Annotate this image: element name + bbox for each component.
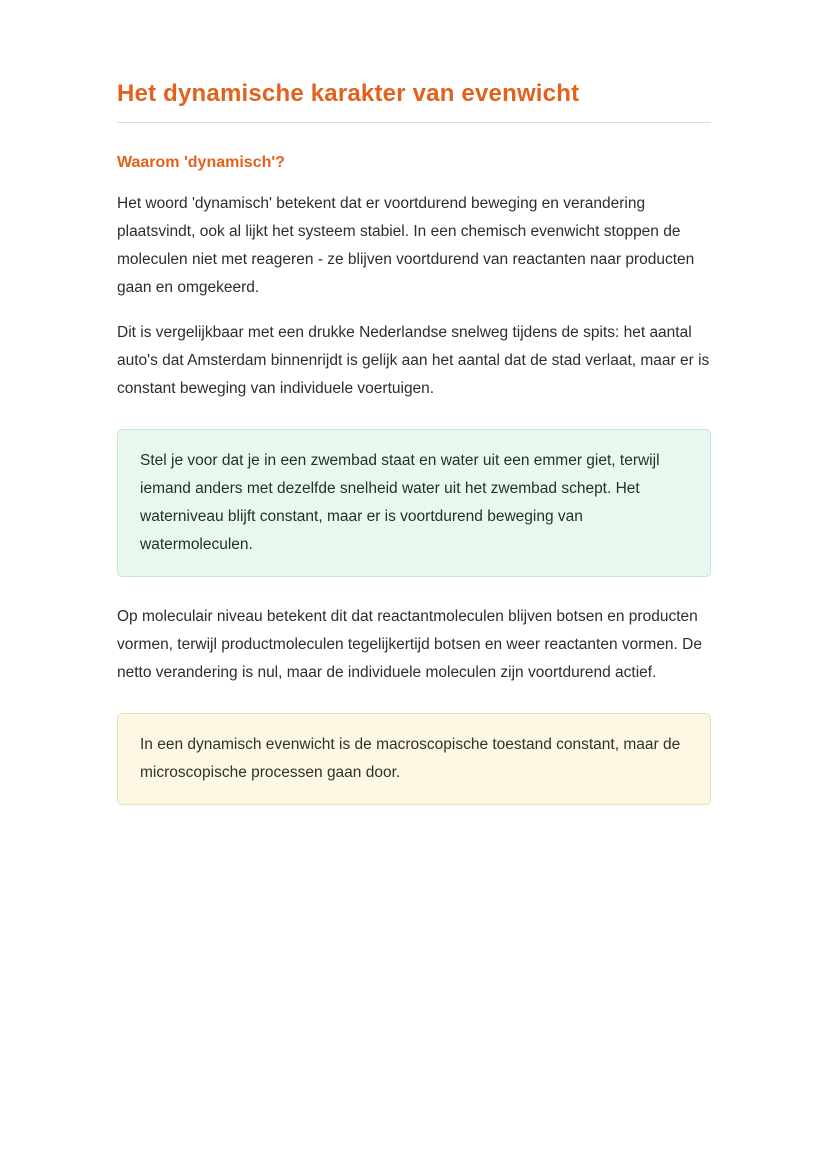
- title-divider: [117, 122, 711, 123]
- keypoint-callout: [117, 713, 711, 805]
- page-title: Het dynamische karakter van evenwicht: [117, 80, 580, 107]
- keypoint-callout-text: In een dynamisch evenwicht is de macroscopische toestand constant, maar de microscopische processen gaan door.: [140, 736, 681, 781]
- example-callout: [117, 429, 711, 577]
- paragraph-highway-analogy: Dit is vergelijkbaar met een drukke Nederlandse snelweg tijdens de spits: het aantal auto's dat Amsterdam binnenrijdt is gelijk aan het aantal dat de stad verlaat, maar er is constant beweging van individuele voertuigen.: [117, 324, 710, 397]
- paragraph-intro: Het woord 'dynamisch' betekent dat er voortdurend beweging en verandering plaatsvindt, ook al lijkt het systeem stabiel. In een chemisch evenwicht stoppen de moleculen niet met reageren - ze blijven voortdurend van reactanten naar producten gaan en omgekeerd.: [117, 195, 695, 296]
- section-heading: Waarom 'dynamisch'?: [117, 154, 285, 171]
- example-callout-text: Stel je voor dat je in een zwembad staat en water uit een emmer giet, terwijl iemand anders met dezelfde snelheid water uit het zwembad schept. Het waterniveau blijft constant, maar er is voortdurend beweging van watermoleculen.: [140, 452, 660, 553]
- paragraph-molecular-level: Op moleculair niveau betekent dit dat reactantmoleculen blijven botsen en producten vormen, terwijl productmoleculen tegelijkertijd botsen en weer reactanten vormen. De netto verandering is nul, maar de individuele moleculen zijn voortdurend actief.: [117, 608, 702, 681]
